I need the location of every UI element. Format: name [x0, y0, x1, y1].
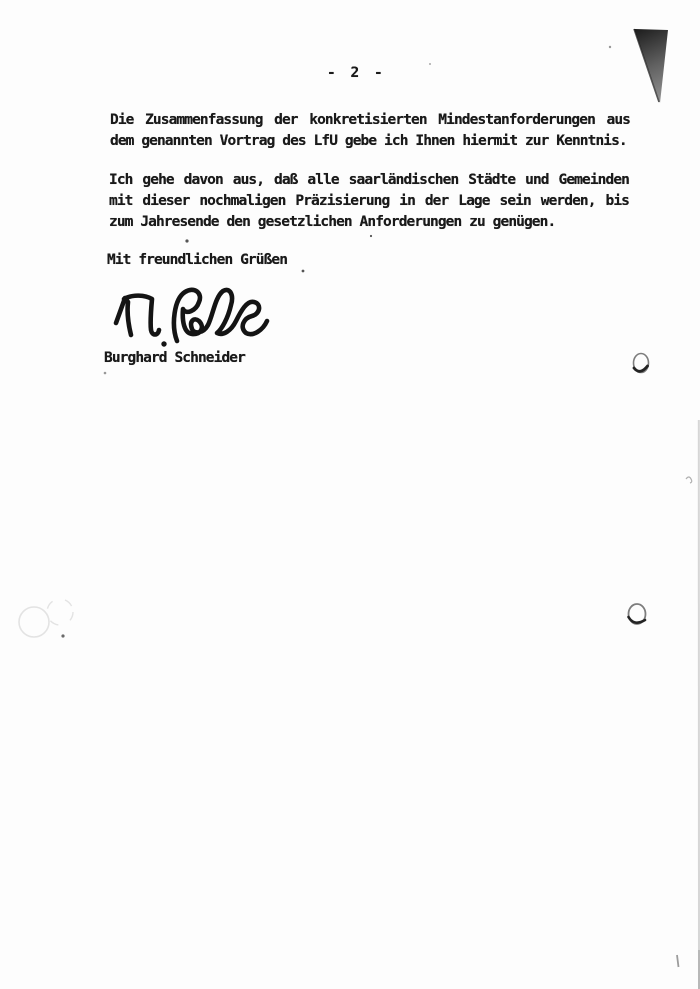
- signer-name: Burghard Schneider: [104, 350, 245, 366]
- paragraph-summary-notice: Die Zusammenfassung der konkretisierten Mindestanforderungen aus dem genannten Vortrag des LfU gebe ich Ihnen hiermit zur Kenntnis.: [110, 112, 630, 149]
- page-number: - 2 -: [327, 65, 382, 81]
- handwritten-signature: [100, 283, 285, 358]
- signature-initial-stroke: [116, 298, 131, 335]
- signature-period-dot: [161, 341, 166, 346]
- closing-salutation: Mit freundlichen Grüßen: [107, 252, 288, 268]
- signature-surname-stroke: [174, 290, 267, 341]
- paragraph-expectation: Ich gehe davon aus, daß alle saarländischen Städte und Gemeinden mit dieser nochmaligen Präzisierung in der Lage sein werden, bis zum Jahresende den gesetzlichen Anforderungen zu genügen.: [109, 172, 629, 230]
